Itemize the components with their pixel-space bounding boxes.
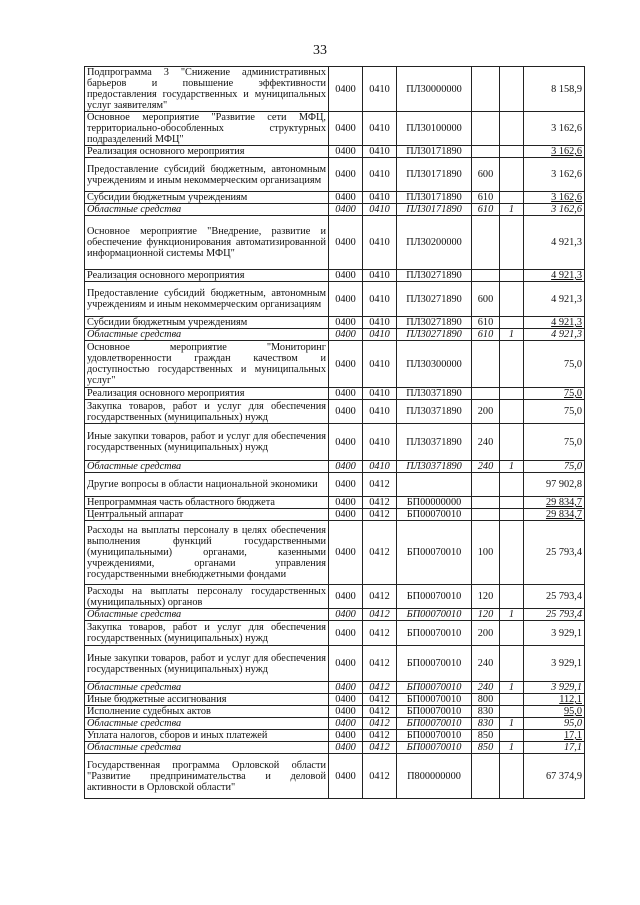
row-name: Расходы на выплаты персоналу в целях обеспечения выполнения функций государственными (муниципальными) органами, казенными учреждениями, органами управления государственными внебюджетными фондами [85,521,329,585]
row-expense-type: 610 [472,329,500,341]
row-expense-type [472,473,500,497]
row-target-code: ПЛ30000000 [397,67,472,112]
row-name: Другие вопросы в области национальной экономики [85,473,329,497]
row-source [500,694,524,706]
row-source [500,112,524,146]
row-target-code: ПЛ30271890 [397,329,472,341]
row-name: Центральный аппарат [85,509,329,521]
row-name: Основное мероприятие "Развитие сети МФЦ, территориально-обособленных структурных подразделений МФЦ" [85,112,329,146]
row-subsection: 0410 [363,216,397,270]
row-source [500,621,524,646]
row-section: 0400 [329,329,363,341]
row-source [500,585,524,609]
row-subsection: 0410 [363,282,397,317]
row-target-code: БП00070010 [397,521,472,585]
row-source: 1 [500,461,524,473]
row-source [500,646,524,682]
row-amount: 95,0 [524,718,585,730]
row-amount: 112,1 [524,694,585,706]
row-expense-type: 850 [472,730,500,742]
table-row [85,694,585,706]
row-section: 0400 [329,424,363,461]
row-expense-type: 600 [472,158,500,192]
row-target-code: БП00070010 [397,609,472,621]
row-amount: 3 162,6 [524,158,585,192]
row-name: Иные бюджетные ассигнования [85,694,329,706]
row-target-code: ПЛ30271890 [397,270,472,282]
row-expense-type [472,341,500,388]
row-section: 0400 [329,341,363,388]
row-amount: 17,1 [524,742,585,754]
row-expense-type: 120 [472,609,500,621]
table-row [85,67,585,112]
row-target-code: ПЛ30171890 [397,146,472,158]
table-row [85,329,585,341]
row-expense-type: 610 [472,317,500,329]
row-amount: 3 929,1 [524,682,585,694]
row-name: Областные средства [85,718,329,730]
row-amount: 75,0 [524,388,585,400]
row-source [500,282,524,317]
row-section: 0400 [329,473,363,497]
row-subsection: 0412 [363,706,397,718]
row-amount: 3 162,6 [524,204,585,216]
row-source: 1 [500,204,524,216]
row-section: 0400 [329,146,363,158]
row-subsection: 0412 [363,718,397,730]
row-name: Уплата налогов, сборов и иных платежей [85,730,329,742]
row-name: Областные средства [85,682,329,694]
table-row [85,146,585,158]
row-name: Закупка товаров, работ и услуг для обеспечения государственных (муниципальных) нужд [85,621,329,646]
budget-table [84,66,585,799]
row-name: Областные средства [85,461,329,473]
row-subsection: 0412 [363,694,397,706]
row-section: 0400 [329,67,363,112]
row-section: 0400 [329,621,363,646]
row-expense-type [472,270,500,282]
row-target-code: ПЛ30200000 [397,216,472,270]
row-expense-type: 240 [472,461,500,473]
row-expense-type: 800 [472,694,500,706]
table-row [85,706,585,718]
row-expense-type: 830 [472,706,500,718]
row-amount: 4 921,3 [524,216,585,270]
row-section: 0400 [329,730,363,742]
row-subsection: 0410 [363,67,397,112]
row-section: 0400 [329,646,363,682]
row-subsection: 0412 [363,742,397,754]
row-target-code: ПЛ30371890 [397,400,472,424]
row-subsection: 0412 [363,509,397,521]
row-amount: 25 793,4 [524,585,585,609]
row-source: 1 [500,742,524,754]
row-target-code: БП00070010 [397,621,472,646]
row-amount: 3 162,6 [524,146,585,158]
row-section: 0400 [329,754,363,799]
table-row [85,609,585,621]
table-row [85,216,585,270]
row-target-code: ПЛ30300000 [397,341,472,388]
row-source [500,473,524,497]
row-expense-type [472,497,500,509]
row-amount: 75,0 [524,424,585,461]
row-expense-type: 100 [472,521,500,585]
row-source [500,388,524,400]
table-row [85,585,585,609]
row-section: 0400 [329,509,363,521]
row-amount: 67 374,9 [524,754,585,799]
row-name: Основное мероприятие "Мониторинг удовлетворенности граждан качеством и доступностью государственных и муниципальных услуг" [85,341,329,388]
row-amount: 75,0 [524,461,585,473]
table-row [85,521,585,585]
page-number: 33 [313,43,327,58]
row-amount: 8 158,9 [524,67,585,112]
row-amount: 4 921,3 [524,317,585,329]
row-subsection: 0412 [363,621,397,646]
row-name: Областные средства [85,204,329,216]
row-source [500,400,524,424]
row-expense-type [472,112,500,146]
table-row [85,461,585,473]
row-subsection: 0410 [363,329,397,341]
row-section: 0400 [329,585,363,609]
row-target-code: ПЛ30371890 [397,388,472,400]
row-target-code: ПЛ30371890 [397,461,472,473]
table-row [85,509,585,521]
row-expense-type [472,388,500,400]
row-name: Реализация основного мероприятия [85,146,329,158]
row-source [500,146,524,158]
row-section: 0400 [329,400,363,424]
row-amount: 75,0 [524,341,585,388]
row-target-code: БП00070010 [397,718,472,730]
row-source: 1 [500,609,524,621]
row-name: Иные закупки товаров, работ и услуг для обеспечения государственных (муниципальных) нужд [85,646,329,682]
row-target-code: БП00070010 [397,694,472,706]
row-amount: 29 834,7 [524,509,585,521]
table-row [85,473,585,497]
row-subsection: 0412 [363,585,397,609]
row-expense-type: 830 [472,718,500,730]
row-subsection: 0410 [363,400,397,424]
row-section: 0400 [329,317,363,329]
row-expense-type: 610 [472,204,500,216]
row-expense-type: 240 [472,424,500,461]
table-row [85,388,585,400]
row-subsection: 0410 [363,388,397,400]
table-row [85,718,585,730]
row-subsection: 0412 [363,754,397,799]
row-amount: 4 921,3 [524,329,585,341]
row-target-code: БП00070010 [397,682,472,694]
table-row [85,270,585,282]
row-source [500,317,524,329]
row-target-code [397,473,472,497]
row-amount: 75,0 [524,400,585,424]
row-name: Основное мероприятие "Внедрение, развитие и обеспечение функционирования автоматизированной информационной системы МФЦ" [85,216,329,270]
row-target-code: ПЛ30271890 [397,317,472,329]
table-row [85,682,585,694]
row-name: Субсидии бюджетным учреждениям [85,192,329,204]
row-section: 0400 [329,282,363,317]
row-source [500,424,524,461]
row-source [500,270,524,282]
row-subsection: 0410 [363,204,397,216]
row-target-code: ПЛ30271890 [397,282,472,317]
row-expense-type: 610 [472,192,500,204]
row-target-code: БП00070010 [397,509,472,521]
row-subsection: 0412 [363,646,397,682]
table-row [85,204,585,216]
row-expense-type: 240 [472,682,500,694]
row-name: Непрограммная часть областного бюджета [85,497,329,509]
row-section: 0400 [329,609,363,621]
row-expense-type: 600 [472,282,500,317]
row-name: Областные средства [85,329,329,341]
row-section: 0400 [329,158,363,192]
row-target-code: БП00000000 [397,497,472,509]
row-target-code: ПЛ30371890 [397,424,472,461]
row-expense-type [472,509,500,521]
table-row [85,754,585,799]
row-source [500,521,524,585]
row-target-code: ПЛ30171890 [397,204,472,216]
row-section: 0400 [329,682,363,694]
table-row [85,621,585,646]
row-section: 0400 [329,706,363,718]
row-section: 0400 [329,521,363,585]
row-source [500,509,524,521]
row-source [500,730,524,742]
row-name: Подпрограмма 3 "Снижение административных барьеров и повышение эффективности предоставления государственных и муниципальных услуг заявителям" [85,67,329,112]
table-row [85,646,585,682]
row-source [500,706,524,718]
row-section: 0400 [329,112,363,146]
row-section: 0400 [329,694,363,706]
row-subsection: 0412 [363,682,397,694]
row-target-code: П800000000 [397,754,472,799]
row-subsection: 0410 [363,461,397,473]
row-expense-type [472,216,500,270]
row-section: 0400 [329,742,363,754]
row-name: Предоставление субсидий бюджетным, автономным учреждениям и иным некоммерческим организациям [85,158,329,192]
row-subsection: 0412 [363,497,397,509]
row-amount: 4 921,3 [524,270,585,282]
table-row [85,742,585,754]
row-name: Субсидии бюджетным учреждениям [85,317,329,329]
table-row [85,158,585,192]
row-amount: 3 162,6 [524,192,585,204]
table-row [85,317,585,329]
row-target-code: БП00070010 [397,706,472,718]
row-name: Реализация основного мероприятия [85,388,329,400]
row-source: 1 [500,718,524,730]
row-source [500,216,524,270]
row-target-code: БП00070010 [397,646,472,682]
table-row [85,192,585,204]
row-section: 0400 [329,204,363,216]
row-target-code: ПЛ30171890 [397,158,472,192]
row-name: Исполнение судебных актов [85,706,329,718]
row-section: 0400 [329,216,363,270]
row-amount: 3 929,1 [524,621,585,646]
row-section: 0400 [329,388,363,400]
row-expense-type: 240 [472,646,500,682]
row-subsection: 0410 [363,146,397,158]
row-source [500,497,524,509]
row-source [500,67,524,112]
table-row [85,112,585,146]
row-subsection: 0410 [363,192,397,204]
row-amount: 25 793,4 [524,521,585,585]
row-amount: 3 929,1 [524,646,585,682]
row-subsection: 0410 [363,112,397,146]
row-source [500,754,524,799]
table-row [85,497,585,509]
row-subsection: 0410 [363,317,397,329]
row-section: 0400 [329,192,363,204]
row-name: Закупка товаров, работ и услуг для обеспечения государственных (муниципальных) нужд [85,400,329,424]
row-source: 1 [500,682,524,694]
table-row [85,282,585,317]
row-target-code: БП00070010 [397,742,472,754]
row-subsection: 0412 [363,730,397,742]
row-expense-type [472,146,500,158]
row-target-code: ПЛ30100000 [397,112,472,146]
row-name: Реализация основного мероприятия [85,270,329,282]
row-source [500,158,524,192]
row-name: Расходы на выплаты персоналу государственных (муниципальных) органов [85,585,329,609]
row-expense-type: 200 [472,400,500,424]
row-subsection: 0410 [363,424,397,461]
row-name: Иные закупки товаров, работ и услуг для обеспечения государственных (муниципальных) нужд [85,424,329,461]
row-section: 0400 [329,718,363,730]
row-expense-type: 850 [472,742,500,754]
row-section: 0400 [329,270,363,282]
row-section: 0400 [329,461,363,473]
row-subsection: 0412 [363,609,397,621]
table-row [85,400,585,424]
row-amount: 29 834,7 [524,497,585,509]
row-expense-type [472,67,500,112]
row-subsection: 0410 [363,341,397,388]
row-amount: 4 921,3 [524,282,585,317]
row-target-code: ПЛ30171890 [397,192,472,204]
row-expense-type: 120 [472,585,500,609]
row-name: Предоставление субсидий бюджетным, автономным учреждениям и иным некоммерческим организациям [85,282,329,317]
row-source [500,192,524,204]
row-subsection: 0410 [363,158,397,192]
row-amount: 17,1 [524,730,585,742]
table-row [85,424,585,461]
row-source [500,341,524,388]
row-name: Областные средства [85,609,329,621]
row-subsection: 0412 [363,521,397,585]
row-amount: 97 902,8 [524,473,585,497]
row-name: Областные средства [85,742,329,754]
row-section: 0400 [329,497,363,509]
row-subsection: 0412 [363,473,397,497]
row-subsection: 0410 [363,270,397,282]
row-amount: 3 162,6 [524,112,585,146]
table-row [85,730,585,742]
row-expense-type [472,754,500,799]
row-target-code: БП00070010 [397,585,472,609]
row-target-code: БП00070010 [397,730,472,742]
table-row [85,341,585,388]
row-expense-type: 200 [472,621,500,646]
row-amount: 25 793,4 [524,609,585,621]
row-source: 1 [500,329,524,341]
row-name: Государственная программа Орловской области "Развитие предпринимательства и деловой активности в Орловской области" [85,754,329,799]
row-amount: 95,0 [524,706,585,718]
